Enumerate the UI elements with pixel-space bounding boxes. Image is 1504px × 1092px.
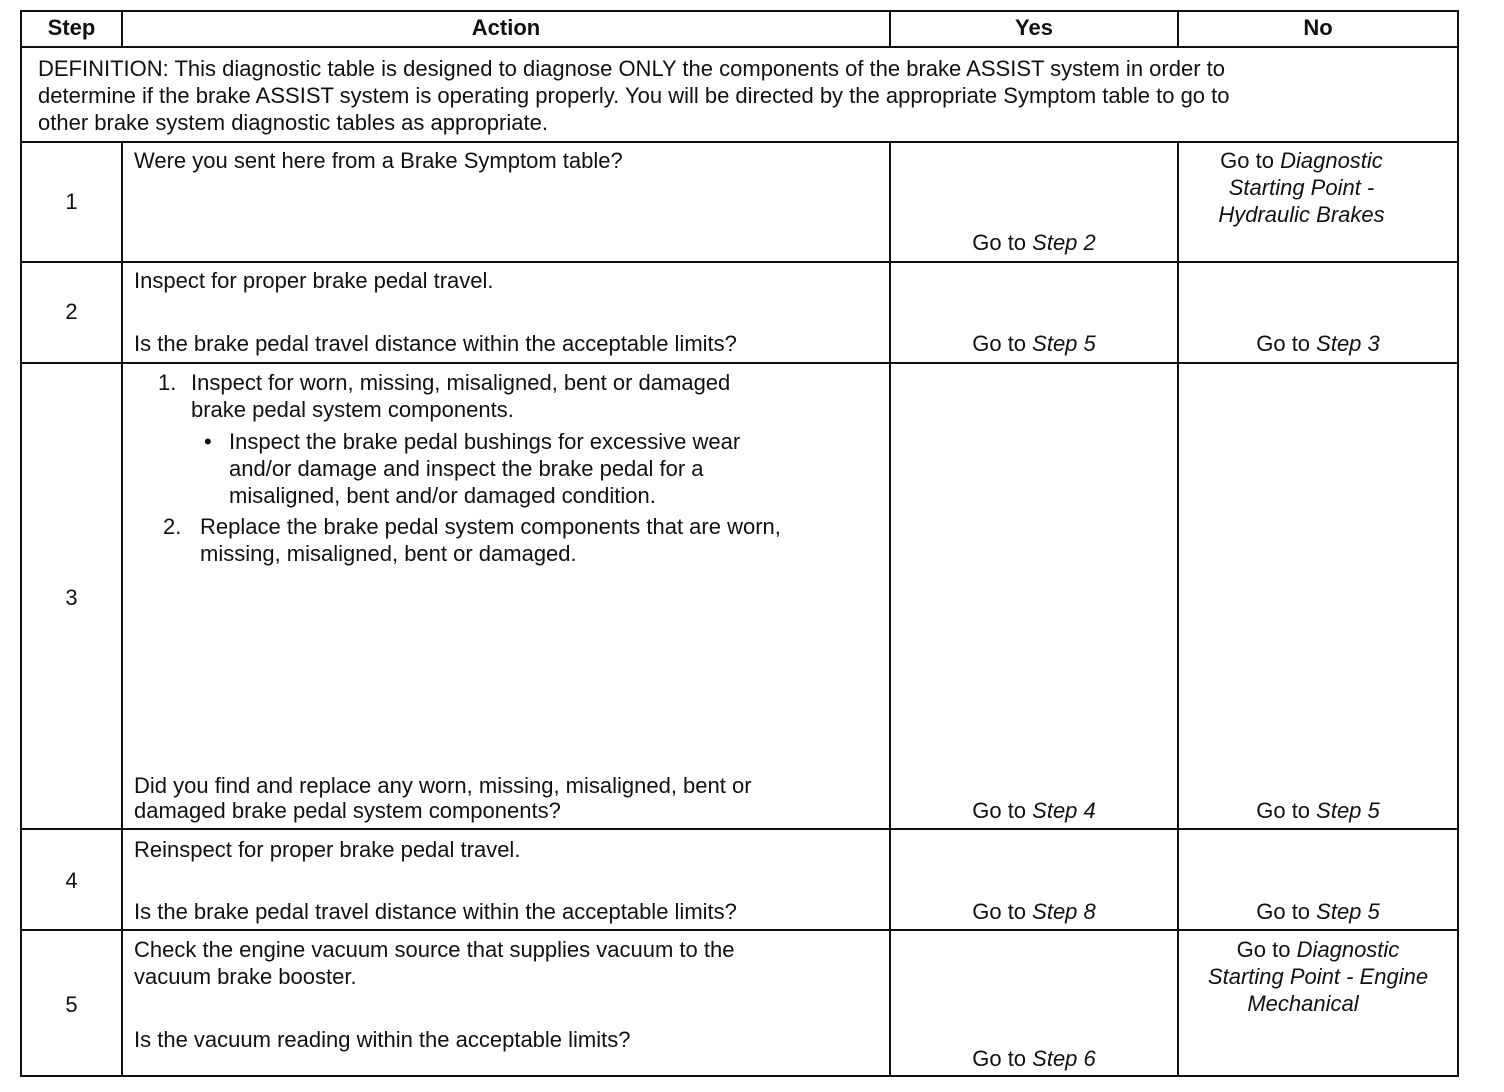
definition-divider xyxy=(20,141,1459,143)
definition-line-2: determine if the brake ASSIST system is operating properly. You will be directed by the appropriate Symptom table to go to xyxy=(38,83,1230,108)
list-item-line: brake pedal system components. xyxy=(191,397,514,422)
step-link[interactable]: Step 5 xyxy=(1316,798,1380,823)
row-divider-4 xyxy=(20,929,1459,931)
row-divider-1 xyxy=(20,261,1459,263)
yes-result xyxy=(891,229,1177,256)
action-question: damaged brake pedal system components? xyxy=(134,798,561,823)
list-item-line: misaligned, bent and/or damaged condition. xyxy=(229,483,656,508)
yes-result xyxy=(891,330,1177,357)
action-question: Did you find and replace any worn, missing, misaligned, bent or xyxy=(134,773,752,798)
step-link[interactable]: Step 4 xyxy=(1032,798,1096,823)
step-link[interactable]: Step 5 xyxy=(1032,331,1096,356)
diagnostic-link[interactable]: Diagnostic xyxy=(1296,937,1400,962)
action-text: vacuum brake booster. xyxy=(134,964,357,989)
step-number: 1 xyxy=(65,189,78,214)
no-result xyxy=(1179,147,1424,228)
list-item-line: missing, misaligned, bent or damaged. xyxy=(200,541,577,566)
no-result xyxy=(1179,797,1457,824)
go-to-prefix: Go to xyxy=(1256,331,1317,356)
list-num: 1. xyxy=(158,370,177,395)
action-text: Reinspect for proper brake pedal travel. xyxy=(134,837,521,862)
go-to-prefix: Go to xyxy=(972,899,1033,924)
diagnostic-link[interactable]: Diagnostic xyxy=(1280,148,1383,173)
action-text: Inspect for proper brake pedal travel. xyxy=(134,268,494,293)
diagnostic-link[interactable]: Mechanical xyxy=(1247,991,1359,1016)
step-number: 2 xyxy=(65,299,78,324)
step-number: 4 xyxy=(65,868,78,893)
header-action: Action xyxy=(471,15,541,40)
yes-result xyxy=(891,898,1177,925)
no-result xyxy=(1179,898,1457,925)
go-to-prefix: Go to xyxy=(972,230,1033,255)
col-divider-action-body xyxy=(889,141,891,1077)
go-to-prefix: Go to xyxy=(972,798,1033,823)
list-item-line: Inspect for worn, missing, misaligned, bent or damaged xyxy=(191,370,731,395)
row-divider-3 xyxy=(20,828,1459,830)
action-question: Is the vacuum reading within the acceptable limits? xyxy=(134,1027,631,1052)
row-divider-2 xyxy=(20,362,1459,364)
table-border-bottom xyxy=(20,1075,1459,1077)
go-to-prefix: Go to xyxy=(1256,899,1317,924)
list-item-line: and/or damage and inspect the brake pedal for a xyxy=(229,456,704,481)
step-number: 5 xyxy=(65,992,78,1017)
bullet-icon: • xyxy=(204,429,212,454)
header-yes: Yes xyxy=(1015,15,1053,40)
diagnostic-link[interactable]: Starting Point - xyxy=(1228,175,1375,200)
list-num: 2. xyxy=(163,514,182,539)
action-text: Check the engine vacuum source that supplies vacuum to the xyxy=(134,937,735,962)
action-text: Were you sent here from a Brake Symptom table? xyxy=(134,148,623,173)
table-border-left xyxy=(20,10,22,1077)
action-question: Is the brake pedal travel distance within the acceptable limits? xyxy=(134,331,737,356)
yes-result xyxy=(891,797,1177,824)
header-step: Step xyxy=(47,15,96,40)
definition-line-1: DEFINITION: This diagnostic table is designed to diagnose ONLY the components of the brake ASSIST system in order to xyxy=(38,56,1225,81)
yes-result xyxy=(891,1045,1177,1072)
header-no: No xyxy=(1303,15,1333,40)
step-link[interactable]: Step 2 xyxy=(1032,230,1096,255)
action-question: Is the brake pedal travel distance within the acceptable limits? xyxy=(134,899,737,924)
diagnostic-link[interactable]: Starting Point - Engine xyxy=(1207,964,1429,989)
header-divider xyxy=(20,46,1459,48)
table-border-right xyxy=(1457,10,1459,1077)
step-number: 3 xyxy=(65,585,78,610)
no-result xyxy=(1179,330,1457,357)
table-border-top xyxy=(20,10,1459,12)
go-to-prefix: Go to xyxy=(1256,798,1317,823)
definition-line-3: other brake system diagnostic tables as appropriate. xyxy=(38,110,548,135)
go-to-prefix: Go to xyxy=(972,331,1033,356)
list-item-line: Inspect the brake pedal bushings for excessive wear xyxy=(229,429,741,454)
step-link[interactable]: Step 5 xyxy=(1316,899,1380,924)
diagnostic-link[interactable]: Hydraulic Brakes xyxy=(1218,202,1385,227)
list-item-line: Replace the brake pedal system components that are worn, xyxy=(200,514,781,539)
go-to-prefix: Go to xyxy=(1236,937,1297,962)
go-to-prefix: Go to xyxy=(972,1046,1033,1071)
step-link[interactable]: Step 6 xyxy=(1032,1046,1096,1071)
no-result xyxy=(1179,936,1457,1017)
step-link[interactable]: Step 3 xyxy=(1316,331,1380,356)
col-divider-step-body xyxy=(121,141,123,1077)
step-link[interactable]: Step 8 xyxy=(1032,899,1096,924)
go-to-prefix: Go to xyxy=(1220,148,1281,173)
